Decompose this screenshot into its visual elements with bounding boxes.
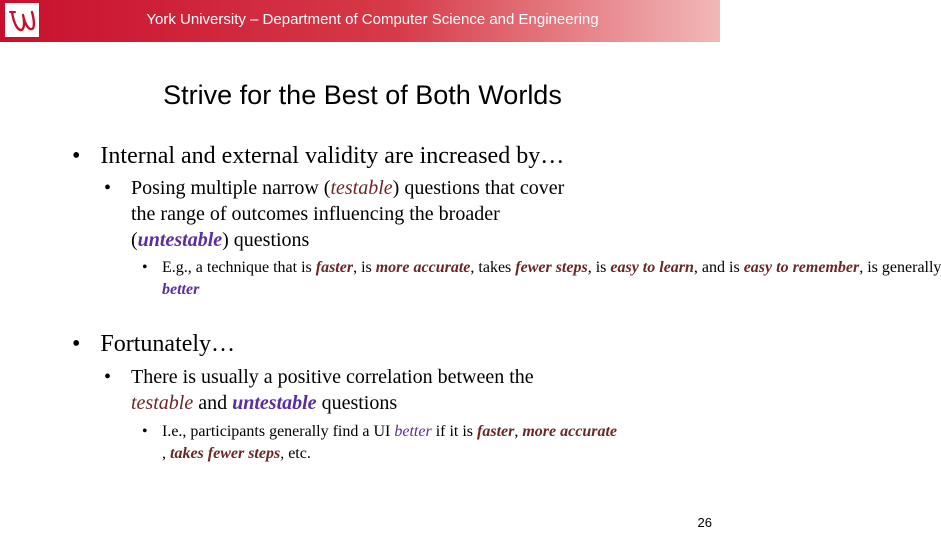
header-bar: [0, 0, 720, 42]
emphasis-takes-fewer-steps: takes fewer steps: [170, 445, 281, 462]
emphasis-easy-to-learn: easy to learn: [610, 259, 694, 276]
bullet-2-text: Fortunately…: [100, 331, 236, 357]
text-run: , and is: [693, 259, 744, 276]
emphasis-untestable: untestable: [232, 392, 317, 414]
emphasis-better: better: [394, 423, 432, 440]
emphasis-untestable: untestable: [137, 229, 223, 251]
emphasis-more-accurate: more accurate: [522, 423, 618, 440]
text-run: I.e., participants generally find a UI: [162, 423, 395, 440]
bullet-1-sub-2: [142, 257, 941, 301]
emphasis-testable: testable: [330, 177, 393, 199]
text-run: ) questions: [222, 229, 310, 251]
emphasis-easy-to-remember: easy to remember: [743, 259, 860, 276]
text-run: ,: [162, 445, 170, 462]
bullet-marker: •: [72, 143, 81, 169]
bullet-marker: •: [104, 177, 112, 199]
bullet-1: [72, 142, 564, 170]
bullet-1-sub-1: [104, 175, 694, 253]
text-run: ) questions that cover: [392, 177, 565, 199]
text-run: the range of outcomes influencing the broader: [131, 203, 500, 225]
slide-title: Strive for the Best of Both Worlds: [163, 80, 562, 110]
text-run: , takes: [470, 259, 516, 276]
bullet-2-sub-1: [104, 364, 694, 416]
text-run: if it is: [431, 423, 478, 440]
emphasis-faster: faster: [315, 259, 354, 276]
bullet-2-sub-2: [142, 421, 682, 465]
emphasis-testable: testable: [131, 392, 194, 414]
page-number: 26: [697, 515, 712, 530]
text-run: There is usually a positive correlation between the: [131, 366, 534, 388]
bullet-1-text: Internal and external validity are increased by…: [100, 143, 565, 169]
bullet-marker: •: [72, 331, 81, 357]
text-run: (: [131, 229, 138, 251]
text-run: , is generally: [859, 259, 941, 276]
emphasis-fewer-steps: fewer steps: [515, 259, 588, 276]
header-title: York University – Department of Computer Science and Engineering: [146, 11, 599, 28]
emphasis-better: better: [162, 281, 200, 298]
emphasis-more-accurate: more accurate: [375, 259, 471, 276]
text-run: questions: [316, 392, 398, 414]
text-run: ,: [514, 423, 523, 440]
bullet-2: [72, 330, 235, 358]
text-run: , etc.: [280, 445, 311, 462]
text-run: , is: [353, 259, 376, 276]
bullet-marker: •: [142, 423, 148, 440]
text-run: Posing multiple narrow (: [131, 177, 331, 199]
text-run: , is: [587, 259, 611, 276]
bullet-marker: •: [104, 366, 112, 388]
text-run: E.g., a technique that is: [162, 259, 316, 276]
emphasis-faster: faster: [477, 423, 515, 440]
text-run: and: [193, 392, 233, 414]
bullet-marker: •: [142, 259, 148, 276]
